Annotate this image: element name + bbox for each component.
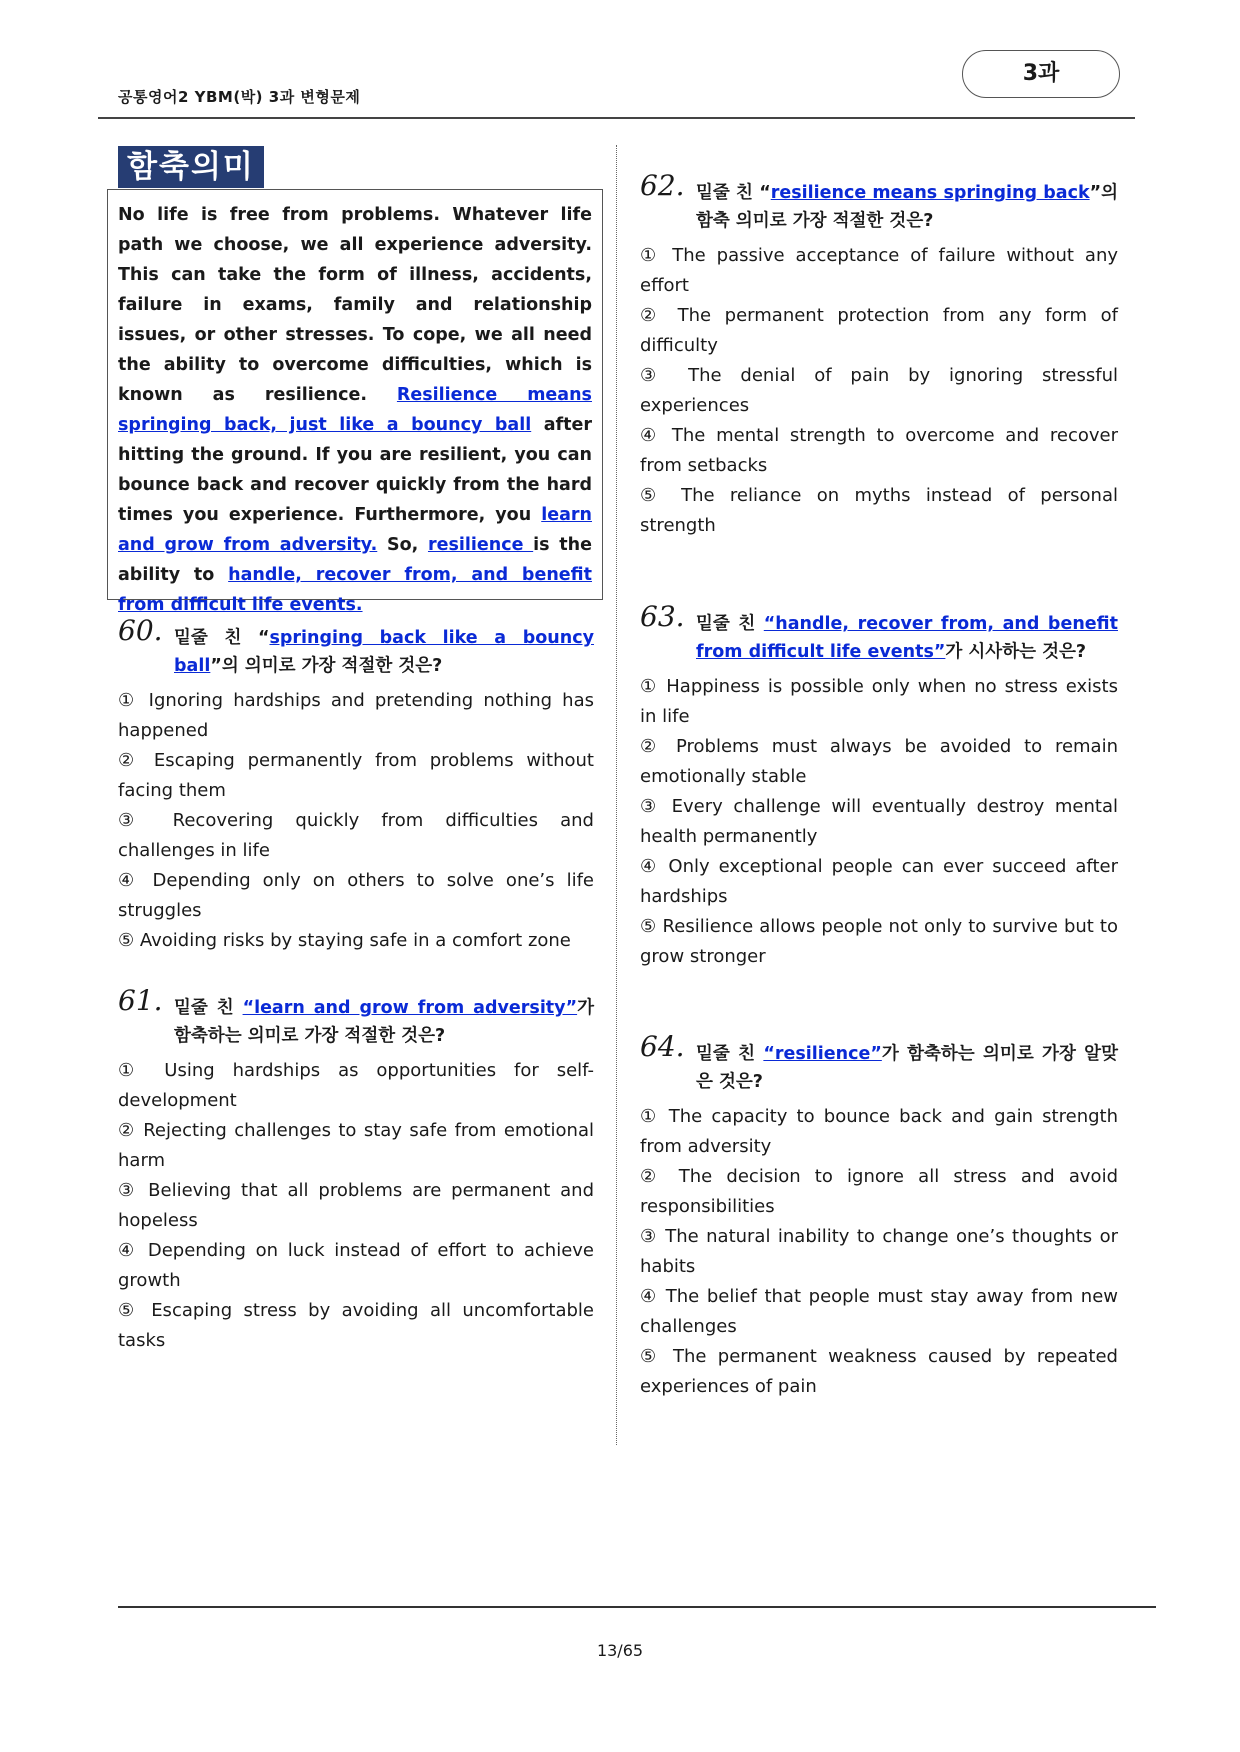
answer-option[interactable]: ② The permanent protection from any form of difficulty bbox=[640, 305, 1118, 356]
answer-option[interactable]: ② The decision to ignore all stress and avoid responsibilities bbox=[640, 1166, 1118, 1217]
question-suffix: 가 함축하는 의미로 가장 적절한 것은? bbox=[174, 998, 594, 1046]
answer-option[interactable]: ④ Depending on luck instead of effort to achieve growth bbox=[118, 1240, 594, 1291]
answer-option[interactable]: ③ Recovering quickly from difficulties and challenges in life bbox=[118, 810, 594, 861]
question-prefix: 밑줄 친 bbox=[174, 998, 243, 1018]
answer-option[interactable]: ④ The mental strength to overcome and recover from setbacks bbox=[640, 425, 1118, 476]
passage-segment: after hitting the ground. If you are resilient, you can bounce back and recover quickly from the hard times you experience. Furthermore, you bbox=[118, 415, 592, 525]
passage-box bbox=[107, 189, 603, 615]
question-quote: “learn and grow from adversity” bbox=[242, 998, 578, 1018]
question-quote: springing back like a bouncy ball bbox=[174, 628, 594, 676]
question-number: 61. bbox=[118, 984, 163, 1017]
answer-option[interactable]: ① Ignoring hardships and pretending nothing has happened bbox=[118, 690, 594, 741]
answer-option[interactable]: ① Using hardships as opportunities for self-development bbox=[118, 1060, 594, 1111]
question-62 bbox=[640, 169, 1119, 541]
passage-underline: Resilience means springing back, just like a bouncy ball bbox=[118, 385, 592, 435]
question-number: 62. bbox=[640, 169, 685, 202]
passage-text bbox=[118, 200, 592, 620]
question-number: 60. bbox=[118, 614, 163, 647]
answer-option[interactable]: ③ Every challenge will eventually destroy mental health permanently bbox=[640, 796, 1118, 847]
question-quote: resilience means springing back bbox=[770, 183, 1090, 203]
passage-segment: is the ability to bbox=[118, 535, 592, 585]
question-suffix: 가 함축하는 의미로 가장 알맞은 것은? bbox=[696, 1044, 1118, 1092]
answer-option[interactable]: ③ The denial of pain by ignoring stressful experiences bbox=[640, 365, 1118, 416]
passage-segment: So, bbox=[377, 535, 428, 555]
question-suffix: ”의 의미로 가장 적절한 것은? bbox=[210, 656, 443, 676]
answer-option[interactable]: ⑤ The reliance on myths instead of personal strength bbox=[640, 485, 1118, 536]
passage-underline: learn and grow from adversity. bbox=[118, 505, 592, 555]
question-prefix: 밑줄 친 “ bbox=[696, 183, 771, 203]
question-64 bbox=[640, 1030, 1118, 1402]
question-61 bbox=[118, 984, 594, 1356]
page-number: 13/65 bbox=[596, 1641, 644, 1660]
answer-option[interactable]: ① Happiness is possible only when no stress exists in life bbox=[640, 676, 1118, 727]
answer-option[interactable]: ③ The natural inability to change one’s thoughts or habits bbox=[640, 1226, 1118, 1277]
answer-option[interactable]: ② Problems must always be avoided to remain emotionally stable bbox=[640, 736, 1118, 787]
question-prefix: 밑줄 친 “ bbox=[174, 628, 270, 648]
question-header bbox=[640, 600, 1118, 666]
question-prefix: 밑줄 친 bbox=[696, 614, 764, 634]
section-tag: 함축의미 bbox=[118, 146, 264, 188]
answer-option[interactable]: ① The capacity to bounce back and gain strength from adversity bbox=[640, 1106, 1118, 1157]
question-header bbox=[640, 169, 1119, 235]
answer-option[interactable]: ③ Believing that all problems are permanent and hopeless bbox=[118, 1180, 594, 1231]
question-number: 64. bbox=[640, 1030, 685, 1063]
footer-rule bbox=[118, 1606, 1156, 1608]
question-quote: “resilience” bbox=[763, 1044, 882, 1064]
passage-segment: No life is free from problems. Whatever life path we choose, we all experience adversity. This can take the form of illness, accidents, failure in exams, family and relationship issues, or other stresses. To cope, we all need the ability to overcome difficulties, which is known as resilience. bbox=[118, 205, 592, 405]
answer-options bbox=[640, 672, 1118, 972]
question-63 bbox=[640, 600, 1118, 972]
question-header bbox=[118, 614, 594, 680]
answer-option[interactable]: ⑤ Escaping stress by avoiding all uncomfortable tasks bbox=[118, 1300, 594, 1351]
answer-option[interactable]: ④ Only exceptional people can ever succeed after hardships bbox=[640, 856, 1118, 907]
answer-option[interactable]: ② Rejecting challenges to stay safe from emotional harm bbox=[118, 1120, 594, 1171]
answer-option[interactable]: ① The passive acceptance of failure without any effort bbox=[640, 245, 1118, 296]
answer-option[interactable]: ⑤ Avoiding risks by staying safe in a comfort zone bbox=[118, 930, 571, 951]
column-divider bbox=[616, 145, 617, 1445]
passage-underline: resilience bbox=[427, 535, 534, 555]
question-suffix: ”의 함축 의미로 가장 적절한 것은? bbox=[696, 183, 1119, 231]
question-suffix: 가 시사하는 것은? bbox=[945, 642, 1087, 662]
question-header bbox=[118, 984, 594, 1050]
passage-underline: handle, recover from, and benefit from difficult life events. bbox=[118, 565, 592, 615]
answer-option[interactable]: ⑤ The permanent weakness caused by repeated experiences of pain bbox=[640, 1346, 1118, 1397]
question-header bbox=[640, 1030, 1118, 1096]
answer-option[interactable]: ⑤ Resilience allows people not only to survive but to grow stronger bbox=[640, 916, 1118, 967]
question-60 bbox=[118, 614, 594, 956]
answer-options bbox=[640, 241, 1118, 541]
header-rule bbox=[98, 117, 1135, 119]
question-number: 63. bbox=[640, 600, 685, 633]
answer-options bbox=[118, 686, 594, 956]
header-title: 공통영어2 YBM(박) 3과 변형문제 bbox=[118, 88, 361, 106]
lesson-badge: 3과 bbox=[962, 50, 1120, 98]
answer-options bbox=[118, 1056, 594, 1356]
answer-options bbox=[640, 1102, 1118, 1402]
answer-option[interactable]: ④ Depending only on others to solve one’s life struggles bbox=[118, 870, 594, 921]
question-quote: “handle, recover from, and benefit from difficult life events” bbox=[696, 614, 1118, 662]
question-prefix: 밑줄 친 bbox=[696, 1044, 764, 1064]
answer-option[interactable]: ④ The belief that people must stay away from new challenges bbox=[640, 1286, 1118, 1337]
answer-option[interactable]: ② Escaping permanently from problems without facing them bbox=[118, 750, 594, 801]
